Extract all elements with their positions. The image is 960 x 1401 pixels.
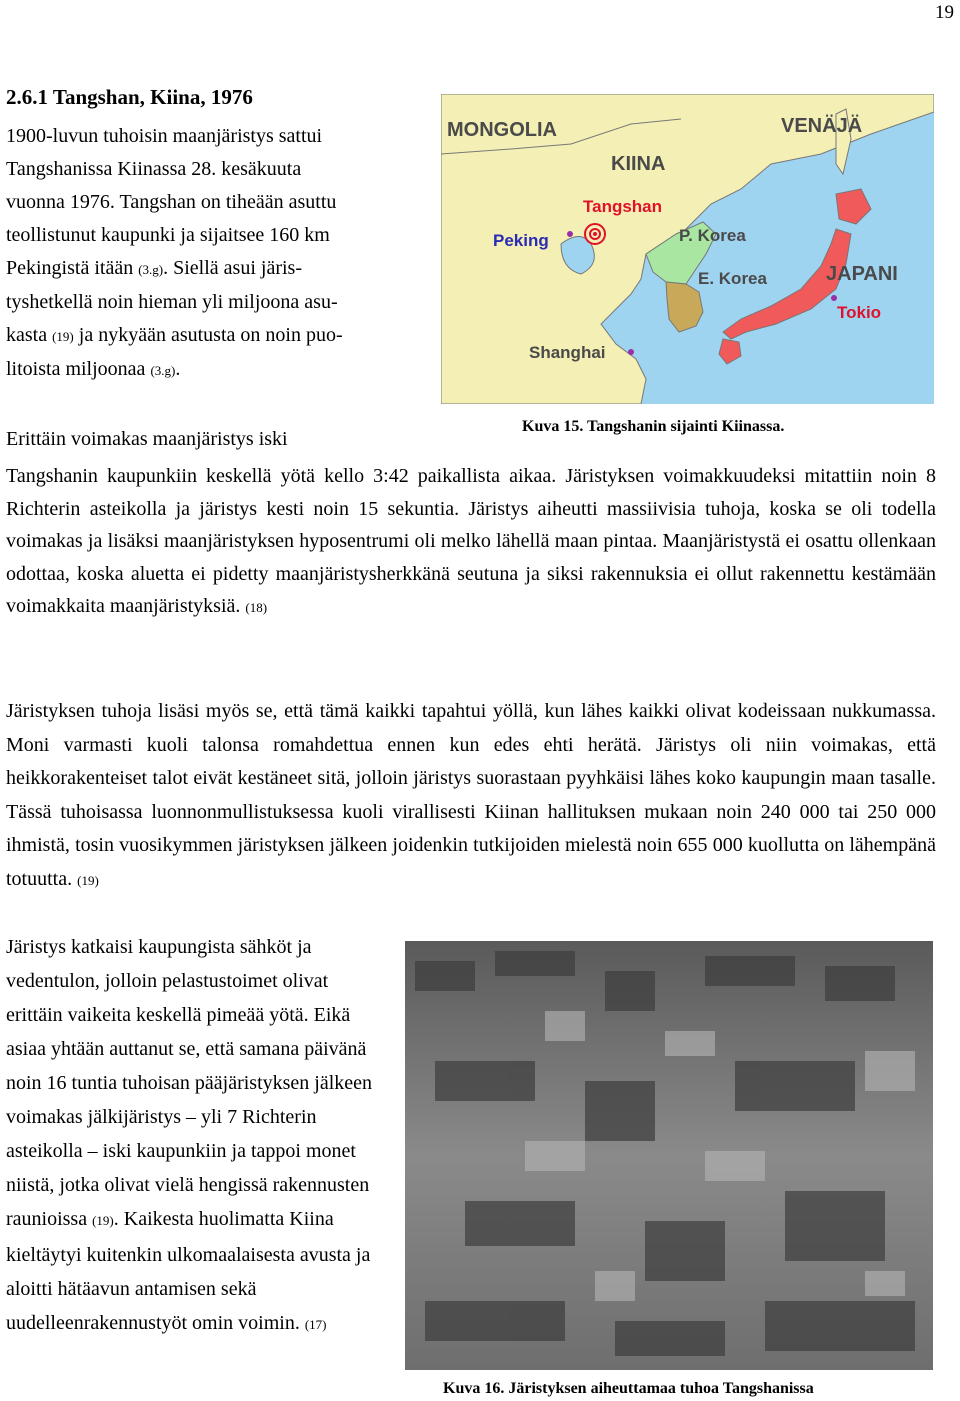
tangshan-location-map bbox=[441, 94, 934, 404]
intro-line: litoista miljoonaa (3.g). bbox=[6, 358, 181, 380]
map-label-venaja: VENÄJÄ bbox=[781, 115, 863, 137]
reference: (17) bbox=[304, 1317, 327, 1332]
intro-line: 1900-luvun tuhoisin maanjäristys sattui bbox=[6, 125, 323, 147]
intro-line: tyshetkellä noin hieman yli miljoona asu- bbox=[6, 291, 338, 313]
map-label-tangshan: Tangshan bbox=[583, 197, 663, 216]
figure-16-caption: Kuva 16. Järistyksen aiheuttamaa tuhoa Tangshanissa bbox=[443, 1380, 814, 1397]
earthquake-destruction-photo bbox=[405, 941, 933, 1370]
map-label-mongolia: MONGOLIA bbox=[447, 119, 557, 141]
intro-line: Pekingistä itään (3.g). Siellä asui järis- bbox=[6, 257, 302, 279]
intro-paragraph bbox=[6, 120, 416, 387]
intro-line: teollistunut kaupunki ja sijaitsee 160 km bbox=[6, 224, 330, 246]
reference: (19) bbox=[52, 329, 74, 344]
map-label-shanghai: Shanghai bbox=[529, 343, 606, 362]
reference: (3.g) bbox=[138, 262, 164, 277]
reference: (3.g) bbox=[150, 363, 176, 378]
section-heading: 2.6.1 Tangshan, Kiina, 1976 bbox=[6, 85, 253, 109]
figure-15-caption: Kuva 15. Tangshanin sijainti Kiinassa. bbox=[522, 418, 785, 435]
paragraph-2: Järistyksen tuhoja lisäsi myös se, että tämä kaikki tapahtui yöllä, kun lähes kaikki olivat kodeissaan nukkumassa. Moni varmasti kuoli talonsa romahdettua ennen kun edes ehti herätä. Järistys oli niin voimakas, että heikkorakenteiset talot eivät kestäneet sitä, jolloin järistys suorastaan pyyhkäisi lähes koko kaupungin maan tasalle. Tässä tuhoisassa luonnonmullistuksessa kuoli virallisesti Kiinan hallituksen mukaan noin 240 000 tai 250 000 ihmistä, tosin vuosikymmen järistyksen jälkeen joidenkin tutkijoiden mielestä noin 655 000 kuollutta on lähempänä totuutta. (19) bbox=[6, 700, 936, 890]
reference: (19) bbox=[92, 1213, 114, 1228]
map-label-kiina: KIINA bbox=[611, 153, 666, 175]
page-number: 19 bbox=[935, 2, 954, 23]
subheading-text: Erittäin voimakas maanjäristys iski bbox=[6, 428, 288, 450]
intro-line: Tangshanissa Kiinassa 28. kesäkuuta bbox=[6, 158, 302, 180]
intro-line: kasta (19) ja nykyään asutusta on noin puo- bbox=[6, 324, 343, 346]
paragraph-3: Järistys katkaisi kaupungista sähköt ja vedentulon, jolloin pelastustoimet olivat erittäin vaikeita keskellä pimeää yötä. Eikä asiaa yhtään auttanut se, että samana päivänä noin 16 tuntia tuhoisan pääjäristyksen jälkeen voimakas jälkijäristys – yli 7 Richterin asteikolla – iski kaupunkiin ja tappoi monet niistä, jotka olivat vielä hengissä rakennusten raunioissa (19). Kaikesta huolimatta Kiina kieltäytyi kuitenkin ulkomaalaisesta avusta ja aloitti hätäavun antamisen sekä uudelleenrakennustyöt omin voimin. (17) bbox=[6, 936, 373, 1334]
reference: (19) bbox=[77, 872, 99, 888]
map-label-pkorea: P. Korea bbox=[679, 226, 746, 245]
map-label-japani: JAPANI bbox=[826, 263, 898, 285]
map-label-ekorea: E. Korea bbox=[698, 269, 767, 288]
reference: (18) bbox=[245, 600, 268, 615]
map-label-tokio: Tokio bbox=[837, 303, 882, 322]
paragraph-1: Tangshanin kaupunkiin keskellä yötä kello 3:42 paikallista aikaa. Järistyksen voimakkuudeksi mitattiin noin 8 Richterin asteikolla ja järistys kesti noin 15 sekuntia. Järistys aiheutti massiivisia tuhoja, koska se oli todella voimakas ja lisäksi maanjäristyksen hyposentrumi oli melko lähellä maan pintaa. Maanjäristystä ei osattu ollenkaan odottaa, koska aluetta ei pidetty maanjäristysherkkänä seutuna ja siksi rakennuksia ei ollut rakennettu kestämään voimakkaita maanjäristyksiä. (18) bbox=[6, 465, 936, 617]
intro-line: vuonna 1976. Tangshan on tiheään asuttu bbox=[6, 191, 337, 213]
map-label-peking: Peking bbox=[493, 231, 549, 250]
